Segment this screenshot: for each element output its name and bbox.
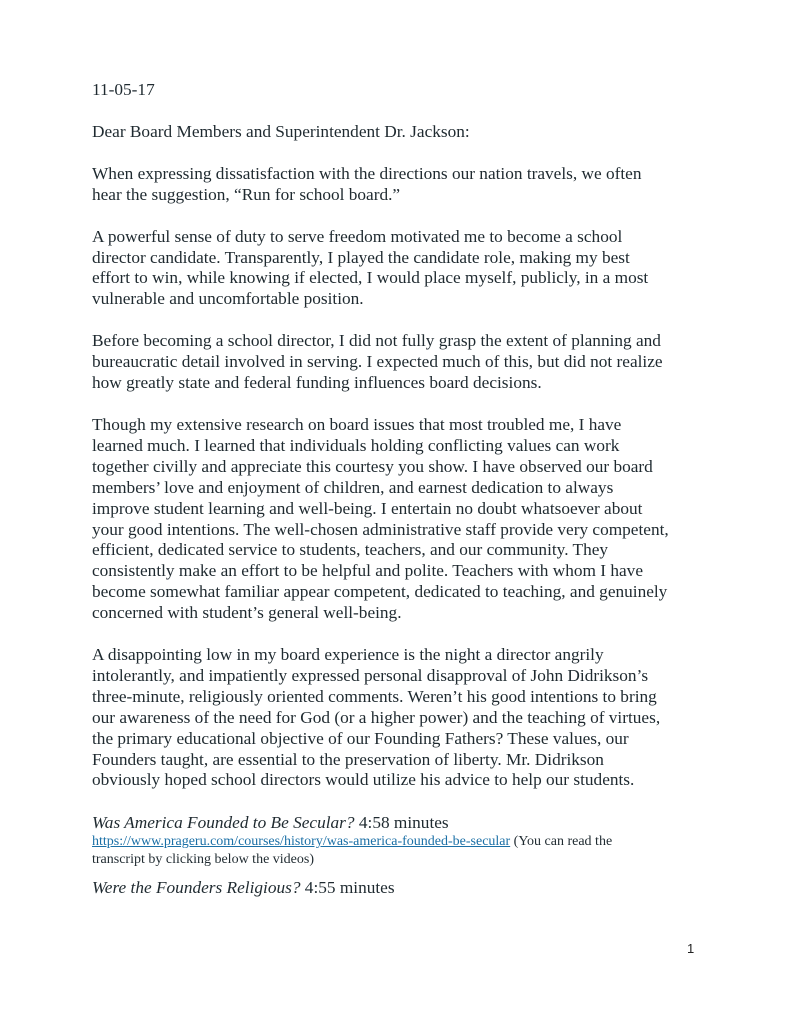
text-line: the primary educational objective of our Founding Fathers? These values, our	[92, 728, 629, 748]
text-line: bureaucratic detail involved in serving. I expected much of this, but did not realize	[92, 352, 663, 372]
page-number: 1	[687, 941, 695, 956]
paragraph-2	[92, 227, 712, 311]
text-line: director candidate. Transparently, I played the candidate role, making my best	[92, 247, 630, 267]
text-line: concerned with student’s general well-being.	[92, 603, 402, 623]
text-line: learned much. I learned that individuals holding conflicting values can work	[92, 435, 620, 455]
letter-page	[92, 80, 712, 898]
text-line: obviously hoped school directors would utilize his advice to help our students.	[92, 770, 635, 790]
video-link[interactable]: https://www.prageru.com/courses/history/was-america-founded-be-secular	[92, 834, 511, 850]
paragraph-1	[92, 164, 712, 206]
text-line: A powerful sense of duty to serve freedom motivated me to become a school	[92, 226, 623, 246]
video-duration: 4:58 minutes	[358, 813, 449, 833]
video-note-continued: transcript by clicking below the videos)	[92, 852, 314, 868]
text-line: how greatly state and federal funding influences board decisions.	[92, 373, 542, 393]
video-reference-2	[92, 877, 712, 898]
text-line: become somewhat familiar appear competent, dedicated to teaching, and genuinely	[92, 582, 668, 602]
paragraph-4	[92, 415, 712, 624]
text-line: Founders taught, are essential to the preservation of liberty. Mr. Didrikson	[92, 749, 604, 769]
video-duration: 4:55 minutes	[304, 878, 395, 898]
letter-date: 11-05-17	[92, 80, 155, 99]
text-line: vulnerable and uncomfortable position.	[92, 289, 364, 309]
paragraph-5	[92, 645, 712, 791]
text-line: together civilly and appreciate this courtesy you show. I have observed our board	[92, 456, 653, 476]
text-line: hear the suggestion, “Run for school board.”	[92, 184, 401, 204]
text-line: efficient, dedicated service to students, teachers, and our community. They	[92, 540, 609, 560]
text-line: intolerantly, and impatiently expressed personal disapproval of John Didrikson’s	[92, 665, 649, 685]
text-line: When expressing dissatisfaction with the directions our nation travels, we often	[92, 163, 642, 183]
video-title: Were the Founders Religious?	[92, 878, 301, 898]
paragraph-3	[92, 331, 712, 394]
text-line: your good intentions. The well-chosen administrative staff provide very competent,	[92, 519, 669, 539]
text-line: Though my extensive research on board issues that most troubled me, I have	[92, 414, 622, 434]
letter-salutation: Dear Board Members and Superintendent Dr. Jackson:	[92, 121, 470, 141]
text-line: our awareness of the need for God (or a higher power) and the teaching of virtues,	[92, 707, 661, 727]
video-reference-1	[92, 812, 712, 869]
text-line: effort to win, while knowing if elected, I would place myself, publicly, in a most	[92, 268, 649, 288]
video-note: (You can read the	[513, 834, 613, 850]
text-line: improve student learning and well-being. I entertain no doubt whatsoever about	[92, 498, 643, 518]
text-line: consistently make an effort to be helpful and polite. Teachers with whom I have	[92, 561, 643, 581]
text-line: members’ love and enjoyment of children, and earnest dedication to always	[92, 477, 614, 497]
video-title: Was America Founded to Be Secular?	[92, 813, 355, 833]
text-line: Before becoming a school director, I did not fully grasp the extent of planning and	[92, 331, 661, 351]
text-line: A disappointing low in my board experience is the night a director angrily	[92, 645, 604, 665]
text-line: three-minute, religiously oriented comments. Weren’t his good intentions to bring	[92, 686, 657, 706]
